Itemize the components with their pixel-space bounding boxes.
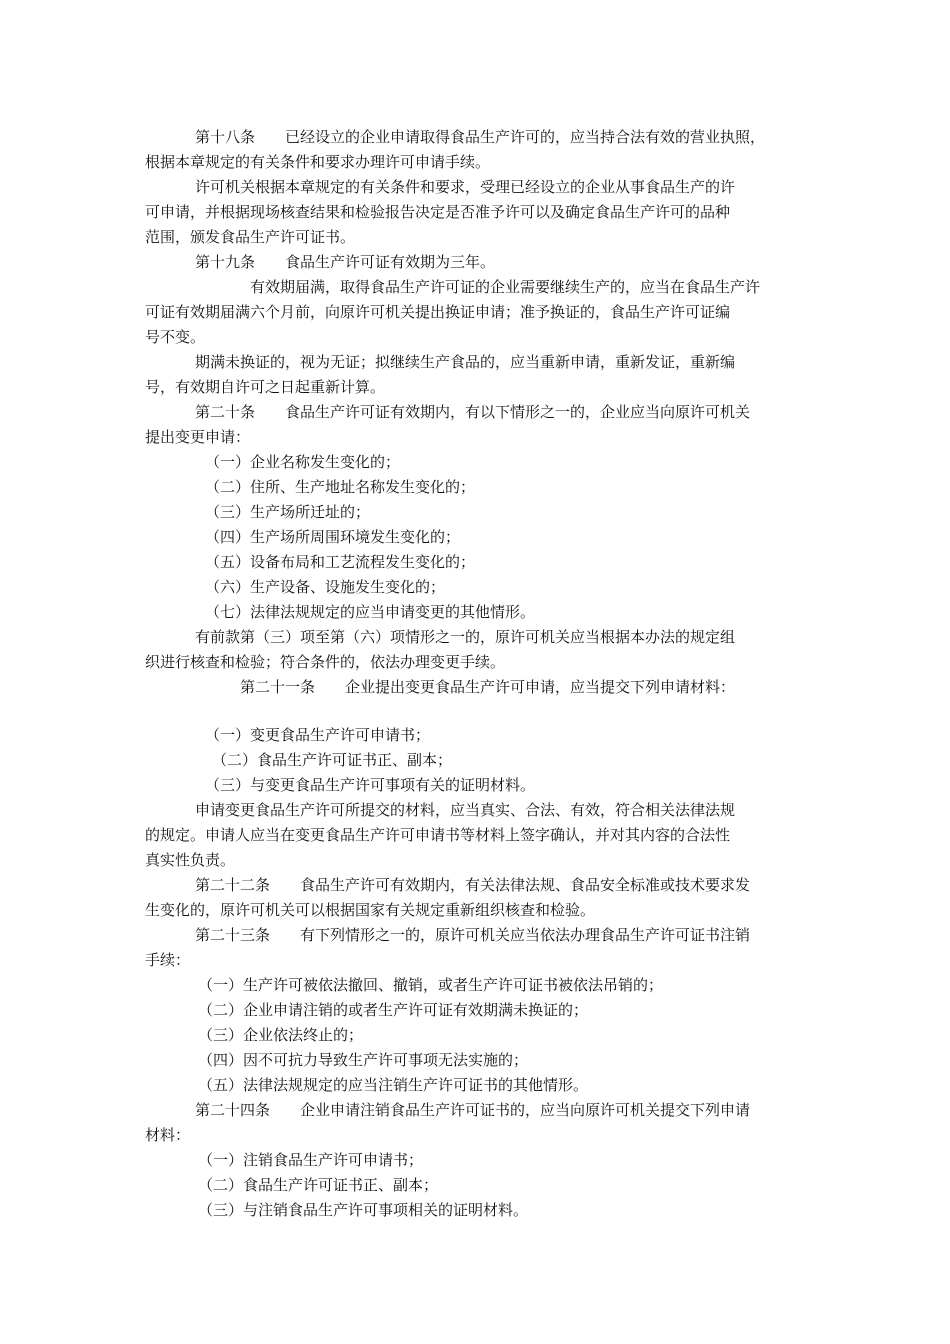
paragraph-line: 范围，颁发食品生产许可证书。 (145, 228, 356, 246)
list-item: （三）企业依法终止的； (198, 1026, 364, 1044)
list-item: （二）企业申请注销的或者生产许可证有效期满未换证的； (198, 1001, 589, 1019)
paragraph-line: 号不变。 (145, 328, 206, 346)
list-item: （三）与注销食品生产许可事项相关的证明材料。 (198, 1201, 529, 1219)
list-item: （三）生产场所迁址的； (205, 503, 371, 521)
list-item: （二）食品生产许可证书正、副本； (198, 1176, 439, 1194)
list-item: （四）生产场所周围环境发生变化的； (205, 528, 461, 546)
paragraph-line: 号，有效期自许可之日起重新计算。 (145, 378, 386, 396)
list-item: （六）生产设备、设施发生变化的； (205, 578, 446, 596)
list-item: （四）因不可抗力导致生产许可事项无法实施的； (198, 1051, 529, 1069)
paragraph-line: 手续： (145, 951, 191, 969)
paragraph-line: 材料： (145, 1126, 191, 1144)
article-20-line-1: 第二十条 食品生产许可证有效期内，有以下情形之一的，企业应当向原许可机关 (195, 403, 751, 421)
paragraph-line: 织进行核查和检验；符合条件的，依法办理变更手续。 (145, 653, 506, 671)
article-18-line-2: 根据本章规定的有关条件和要求办理许可申请手续。 (145, 153, 491, 171)
list-item: （一）变更食品生产许可申请书； (205, 726, 431, 744)
article-21-line-1: 第二十一条 企业提出变更食品生产许可申请，应当提交下列申请材料： (240, 678, 736, 696)
list-item: （二）住所、生产地址名称发生变化的； (205, 478, 476, 496)
paragraph-line: 可申请，并根据现场核查结果和检验报告决定是否准予许可以及确定食品生产许可的品种 (145, 203, 731, 221)
article-23-line-1: 第二十三条 有下列情形之一的，原许可机关应当依法办理食品生产许可证书注销 (195, 926, 751, 944)
list-item: （一）生产许可被依法撤回、撤销，或者生产许可证书被依法吊销的； (198, 976, 664, 994)
list-item: （二）食品生产许可证书正、副本； (212, 751, 453, 769)
paragraph-line: 许可机关根据本章规定的有关条件和要求，受理已经设立的企业从事食品生产的许 (195, 178, 736, 196)
list-item: （一）企业名称发生变化的； (205, 453, 401, 471)
paragraph-line: 提出变更申请： (145, 428, 251, 446)
paragraph-line: 有效期届满，取得食品生产许可证的企业需要继续生产的，应当在食品生产许 (250, 278, 761, 296)
list-item: （七）法律法规规定的应当申请变更的其他情形。 (205, 603, 536, 621)
paragraph-line: 的规定。申请人应当在变更食品生产许可申请书等材料上签字确认，并对其内容的合法性 (145, 826, 731, 844)
paragraph-line: 真实性负责。 (145, 851, 236, 869)
list-item: （一）注销食品生产许可申请书； (198, 1151, 424, 1169)
paragraph-line: 有前款第（三）项至第（六）项情形之一的，原许可机关应当根据本办法的规定组 (195, 628, 736, 646)
paragraph-line: 期满未换证的，视为无证；拟继续生产食品的，应当重新申请，重新发证，重新编 (195, 353, 736, 371)
paragraph-line: 申请变更食品生产许可所提交的材料，应当真实、合法、有效，符合相关法律法规 (195, 801, 736, 819)
list-item: （五）设备布局和工艺流程发生变化的； (205, 553, 476, 571)
article-18-line-1: 第十八条 已经设立的企业申请取得食品生产许可的，应当持合法有效的营业执照， (195, 128, 766, 146)
article-19-line-1: 第十九条 食品生产许可证有效期为三年。 (195, 253, 496, 271)
list-item: （三）与变更食品生产许可事项有关的证明材料。 (205, 776, 536, 794)
article-22-line-1: 第二十二条 食品生产许可有效期内，有关法律法规、食品安全标准或技术要求发 (195, 876, 751, 894)
paragraph-line: 可证有效期届满六个月前，向原许可机关提出换证申请；准予换证的，食品生产许可证编 (145, 303, 731, 321)
list-item: （五）法律法规规定的应当注销生产许可证书的其他情形。 (198, 1076, 589, 1094)
paragraph-line: 生变化的，原许可机关可以根据国家有关规定重新组织核查和检验。 (145, 901, 596, 919)
article-24-line-1: 第二十四条 企业申请注销食品生产许可证书的，应当向原许可机关提交下列申请 (195, 1101, 751, 1119)
